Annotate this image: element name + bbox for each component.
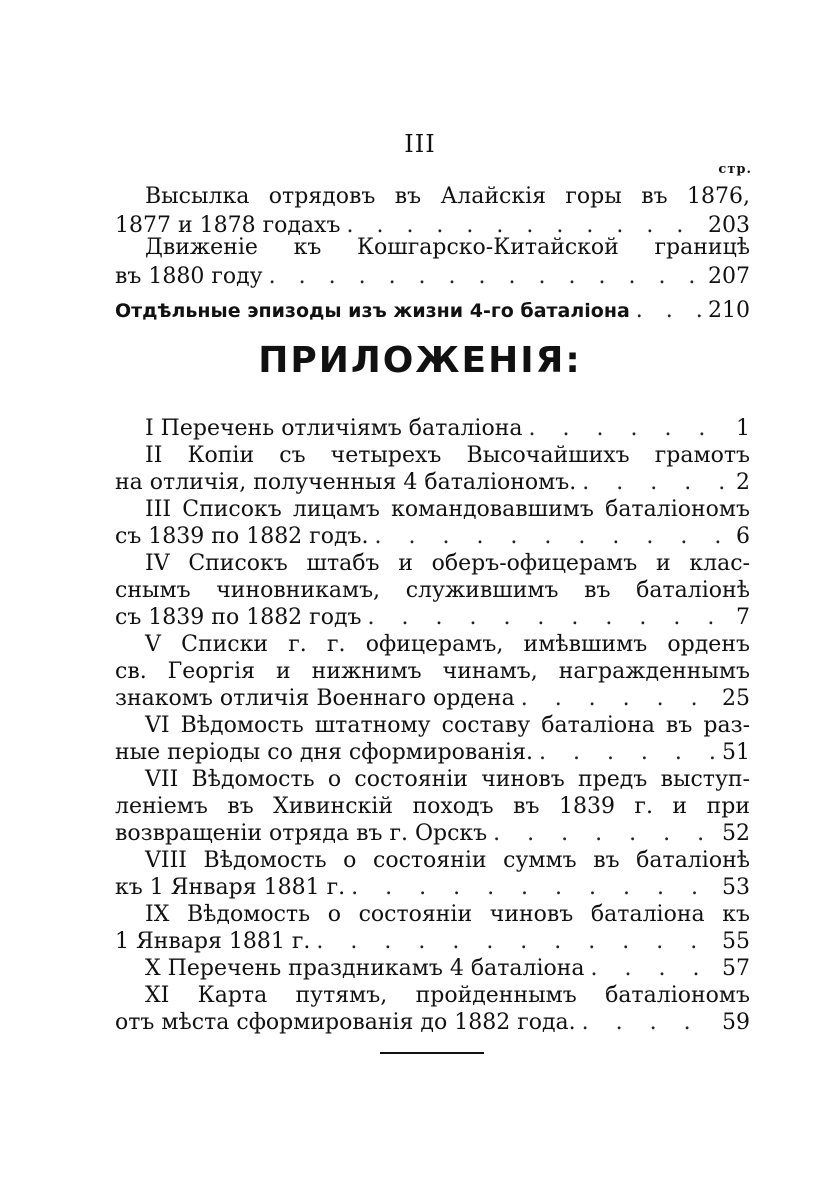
toc-page-number: 210 <box>708 298 750 323</box>
appendix-page-number: 7 <box>736 605 750 630</box>
appendix-page-number: 2 <box>736 470 750 495</box>
page-number: III <box>404 130 436 158</box>
appendix-page-number: 25 <box>722 686 750 711</box>
appendix-line: съ 1839 по 1882 годъ. <box>115 524 369 549</box>
appendix-item <box>115 901 750 955</box>
appendix-line: I Перечень отличіямъ баталіона <box>145 416 523 441</box>
appendix-page-number: 51 <box>722 740 750 765</box>
appendix-line: V Списки г. г. офицерамъ, имѣвшимъ орденъ <box>145 632 750 657</box>
leader-dots <box>591 955 716 982</box>
leader-dots <box>351 874 716 901</box>
appendix-page-number: 52 <box>722 821 750 846</box>
leader-dots <box>539 739 716 766</box>
appendix-item <box>115 415 750 442</box>
appendix-page-number: 57 <box>722 956 750 981</box>
leader-dots <box>316 928 716 955</box>
appendix-item <box>115 550 750 631</box>
appendix-item <box>115 982 750 1036</box>
leader-dots <box>636 296 702 325</box>
appendix-item <box>115 712 750 766</box>
appendix-line: возвращеніи отряда въ г. Орскъ <box>115 821 488 846</box>
appendix-line: III Списокъ лицамъ командовавшимъ баталіономъ <box>145 497 750 522</box>
appendix-page-number: 55 <box>722 929 750 954</box>
appendix-line: VIII Вѣдомость о состояніи суммъ въ баталіонѣ <box>145 848 750 873</box>
leader-dots <box>521 685 716 712</box>
appendix-line: XI Карта путямъ, пройденнымъ баталіономъ <box>145 983 750 1008</box>
appendix-line: 1 Января 1881 г. <box>115 929 311 954</box>
leader-dots <box>582 469 730 496</box>
leader-dots <box>582 1009 716 1036</box>
appendix-line: ные періоды со дня сформированія. <box>115 740 533 765</box>
appendices-heading: ПРИЛОЖЕНІЯ: <box>258 340 582 381</box>
appendix-line: VI Вѣдомость штатному составу баталіона въ раз- <box>145 713 750 738</box>
appendix-line: къ 1 Января 1881 г. <box>115 875 346 900</box>
appendix-line: знакомъ отличія Военнаго ордена <box>115 686 515 711</box>
toc-entry <box>115 296 750 326</box>
appendix-line: отъ мѣста сформированія до 1882 года. <box>115 1010 576 1035</box>
toc-entry <box>115 182 750 240</box>
appendix-page-number: 6 <box>736 524 750 549</box>
appendix-page-number: 59 <box>722 1010 750 1035</box>
appendix-list <box>115 415 750 1036</box>
appendix-page-number: 1 <box>736 416 750 441</box>
appendix-line: IX Вѣдомость о состояніи чиновъ баталіона къ <box>145 902 750 927</box>
appendix-line: леніемъ въ Хивинскій походъ въ 1839 г. и при <box>115 794 750 819</box>
appendix-line: на отличія, полученныя 4 баталіономъ. <box>115 470 577 495</box>
leader-dots <box>529 415 731 442</box>
toc-entry-line: въ 1880 году <box>115 264 263 289</box>
appendix-line: IV Списокъ штабъ и оберъ-офицерамъ и клас- <box>145 551 750 576</box>
toc-entry-line: Движеніе къ Кошгарско-Китайской границѣ <box>145 235 750 260</box>
appendix-line: X Перечень праздникамъ 4 баталіона <box>145 956 585 981</box>
toc-entry-line: 1877 и 1878 годахъ <box>115 213 341 238</box>
appendix-line: съ 1839 по 1882 годъ <box>115 605 362 630</box>
appendix-item <box>115 847 750 901</box>
page-column-label: стр. <box>718 162 752 177</box>
appendix-page-number: 53 <box>722 875 750 900</box>
appendix-item <box>115 955 750 982</box>
toc-page-number: 207 <box>708 264 750 289</box>
appendix-item <box>115 631 750 712</box>
toc-entry-line: Высылка отрядовъ въ Алайскія горы въ 1876, <box>145 184 750 209</box>
leader-dots <box>374 523 730 550</box>
appendix-line: св. Георгія и нижнимъ чинамъ, награжденнымъ <box>115 659 750 684</box>
leader-dots <box>269 262 702 291</box>
appendix-item <box>115 442 750 496</box>
appendix-item <box>115 496 750 550</box>
leader-dots <box>493 820 716 847</box>
leader-dots <box>368 604 731 631</box>
appendix-line: II Копіи съ четырехъ Высочайшихъ грамотъ <box>145 443 750 468</box>
appendix-line: снымъ чиновникамъ, служившимъ въ баталіонѣ <box>115 578 750 603</box>
divider <box>380 1052 484 1054</box>
toc-page-number: 203 <box>708 213 750 238</box>
toc-entry <box>115 233 750 291</box>
toc-entry-line: Отдѣльные эпизоды изъ жизни 4-го баталіона <box>115 300 630 322</box>
appendix-item <box>115 766 750 847</box>
appendix-line: VII Вѣдомость о состояніи чиновъ предъ выступ- <box>145 767 750 792</box>
